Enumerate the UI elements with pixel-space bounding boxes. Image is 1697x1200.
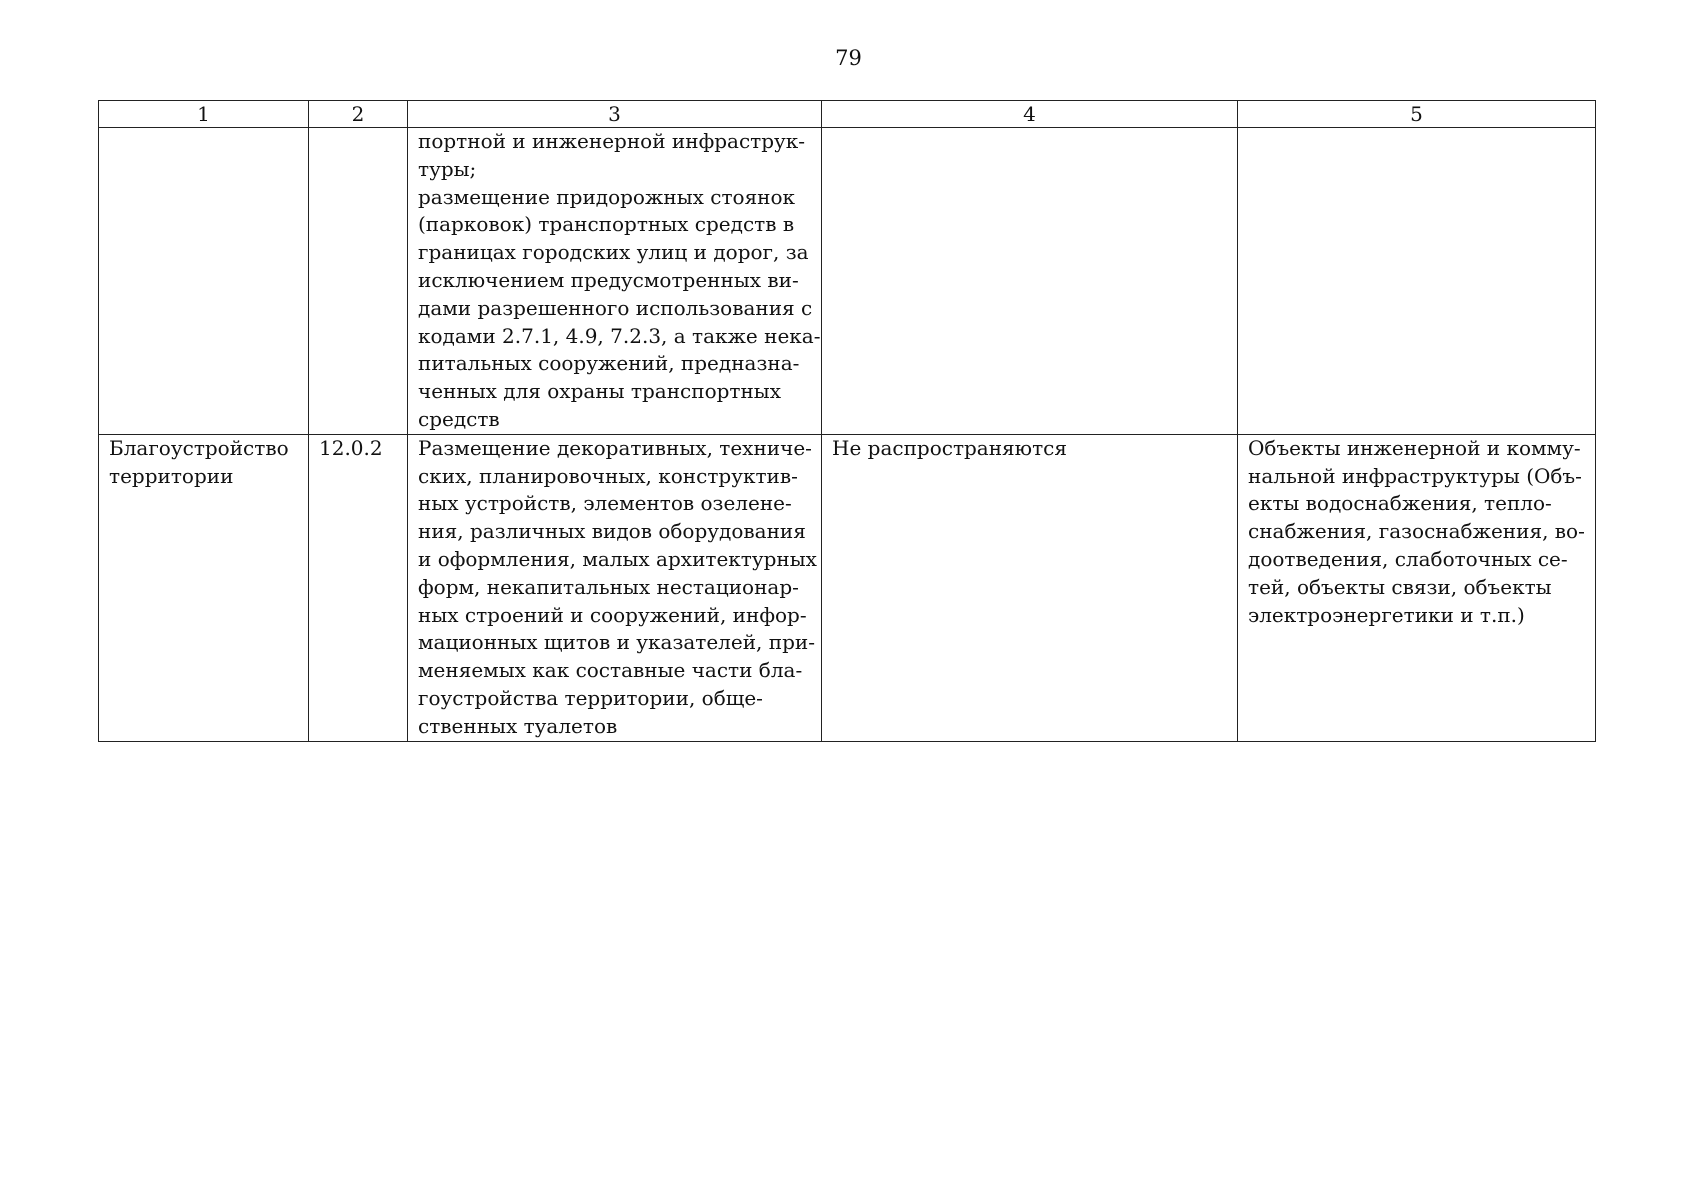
land-use-code-cell [309, 128, 408, 435]
cell-text-line: тей, объекты связи, объекты [1248, 574, 1552, 599]
land-use-code-cell [309, 434, 408, 741]
cell-text-line: меняемых как составные части бла- [418, 658, 803, 683]
page-number: 79 [835, 46, 862, 70]
cell-text-line: кодами 2.7.1, 4.9, 7.2.3, а также нека- [418, 323, 821, 348]
cell-text-line: ния, различных видов оборудования [418, 519, 806, 544]
restrictions-cell [822, 128, 1238, 435]
land-use-description-cell [408, 434, 822, 741]
cell-text-line: портной и инженерной инфраструк- [418, 129, 806, 153]
header-row [99, 101, 1596, 128]
cell-text-line: мационных щитов и указателей, при- [418, 630, 815, 655]
cell-text-line: питальных сооружений, предназна- [418, 351, 800, 376]
cell-text-line: территории [109, 463, 234, 488]
cell-text-line: Благоустройство [109, 435, 289, 460]
cell-text-line: ченных для охраны транспортных [418, 379, 782, 404]
header-col-1: 1 [99, 101, 309, 128]
header-col-3: 3 [408, 101, 822, 128]
land-use-name-cell [99, 434, 309, 741]
cell-text-line: форм, некапитальных нестационар- [418, 574, 799, 599]
cell-text-line: гоустройства территории, обще- [418, 685, 763, 710]
cell-text-line: средств [418, 406, 500, 431]
cell-text-line: ских, планировочных, конструктив- [418, 463, 798, 488]
cell-text-line: границах городских улиц и дорог, за [418, 240, 809, 265]
cell-text-line: размещение придорожных стоянок [418, 184, 796, 209]
cell-text-line: Размещение декоративных, техниче- [418, 435, 812, 460]
table-row [99, 128, 1596, 435]
header-col-4: 4 [822, 101, 1238, 128]
land-use-name-cell [99, 128, 309, 435]
cell-text-line: Не распространяются [832, 435, 1067, 460]
land-use-table [98, 100, 1596, 742]
cell-text-line: исключением предусмотренных ви- [418, 267, 799, 292]
land-use-description-cell [408, 128, 822, 435]
permitted-objects-cell [1238, 128, 1596, 435]
cell-text-line: ственных туалетов [418, 713, 618, 738]
cell-text-line: доотведения, слаботочных се- [1248, 546, 1568, 571]
permitted-objects-cell [1238, 434, 1596, 741]
cell-text-line: нальной инфраструктуры (Объ- [1248, 463, 1582, 488]
header-col-2: 2 [309, 101, 408, 128]
cell-text-line: и оформления, малых архитектурных [418, 546, 817, 571]
cell-text-line: ных строений и сооружений, инфор- [418, 602, 807, 627]
cell-text-line: снабжения, газоснабжения, во- [1248, 519, 1585, 544]
cell-text: 12.0.2 [319, 435, 383, 460]
restrictions-cell [822, 434, 1238, 741]
header-col-5: 5 [1238, 101, 1596, 128]
cell-text-line: электроэнергетики и т.п.) [1248, 602, 1525, 627]
cell-text-line: (парковок) транспортных средств в [418, 212, 795, 237]
cell-text-line: екты водоснабжения, тепло- [1248, 491, 1552, 516]
cell-text-line: Объекты инженерной и комму- [1248, 435, 1581, 460]
cell-text-line: туры; [418, 156, 477, 181]
cell-text-line: ных устройств, элементов озелене- [418, 491, 792, 516]
table-body [99, 128, 1596, 742]
table-row [99, 434, 1596, 741]
cell-text-line: дами разрешенного использования с [418, 295, 813, 320]
